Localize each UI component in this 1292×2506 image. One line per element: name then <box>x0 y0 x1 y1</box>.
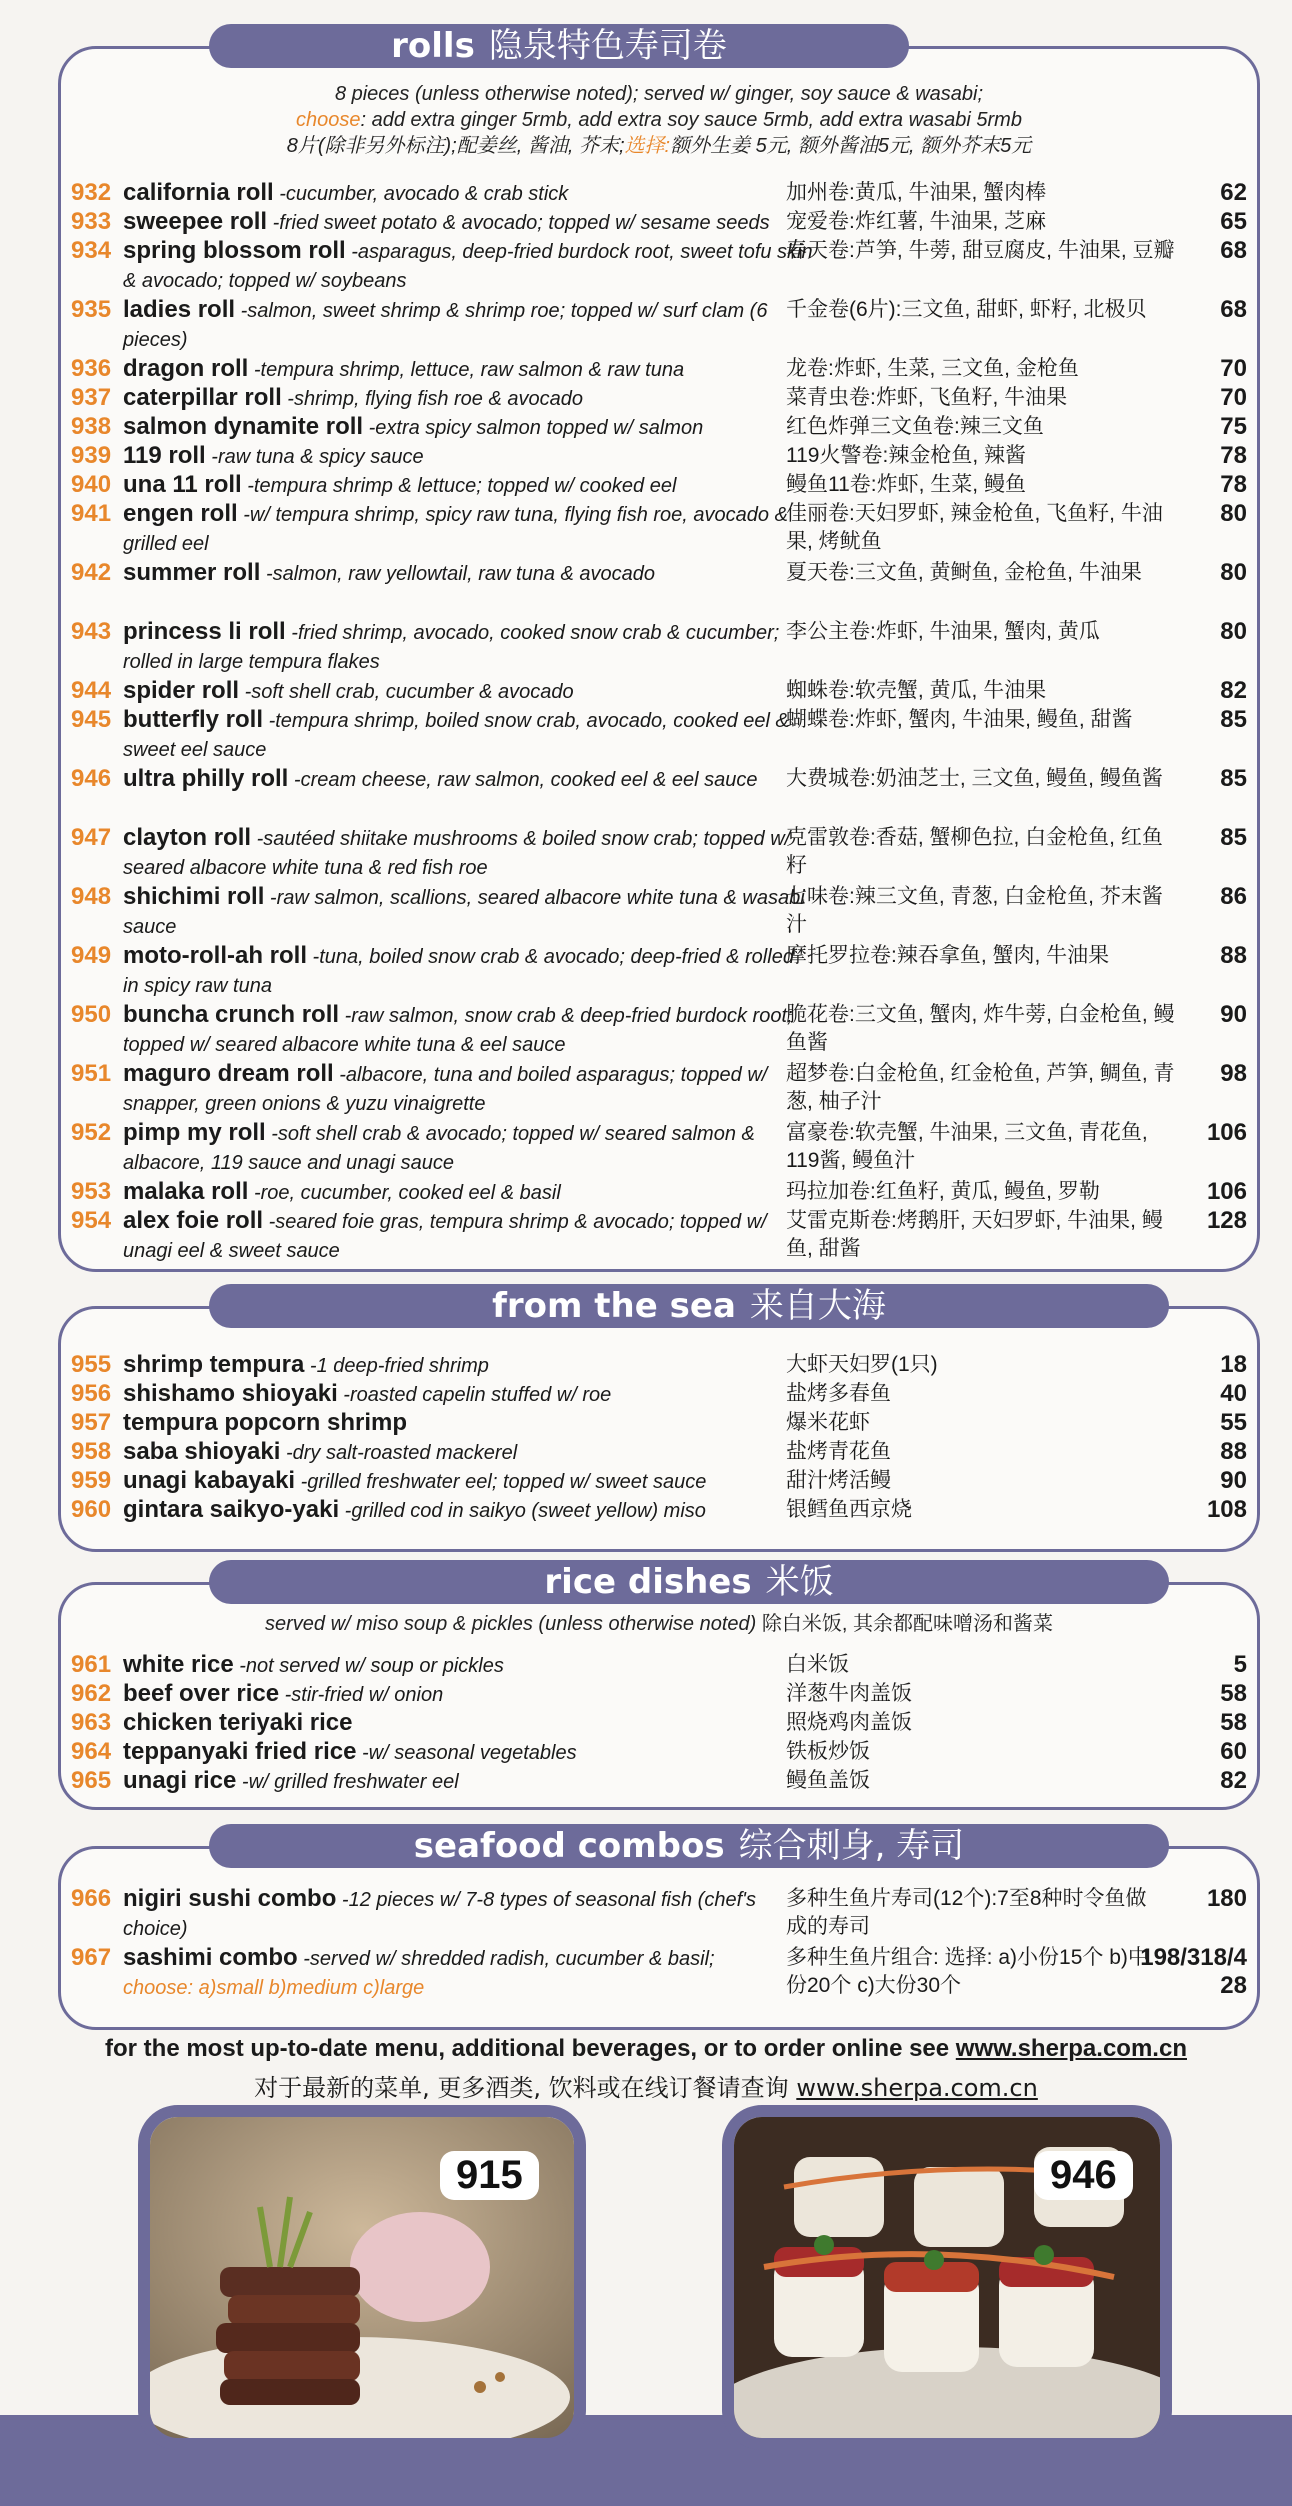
footer-cn <box>0 2068 1292 2103</box>
item-name: white rice <box>123 1651 234 1678</box>
item-name: alex foie roll <box>123 1207 264 1234</box>
note-cn-part2: 额外生姜 5元, 额外酱油5元, 额外芥末5元 <box>670 135 1032 157</box>
item-chinese: 119火警卷:辣金枪鱼, 辣酱 <box>786 444 1026 467</box>
item-number: 949 <box>71 942 112 969</box>
item-name: chicken teriyaki rice <box>123 1709 353 1736</box>
item-desc: -w/ grilled freshwater eel <box>236 1771 459 1793</box>
item-price: 5 <box>1233 1651 1247 1678</box>
item-desc: -roasted capelin stuffed w/ roe <box>337 1384 612 1406</box>
item-desc: -cream cheese, raw salmon, cooked eel & eel sauce <box>288 769 758 791</box>
item-price: 68 <box>1220 237 1247 264</box>
item-chinese: 龙卷:炸虾, 生菜, 三文鱼, 金枪鱼 <box>786 357 1079 380</box>
item-description <box>123 1767 813 1796</box>
item-desc: -asparagus, deep-fried burdock root, sweet tofu skin & avocado; topped w/ soybeans <box>123 241 813 292</box>
item-price: 65 <box>1220 208 1247 235</box>
item-chinese: 蜘蛛卷:软壳蟹, 黄瓜, 牛油果 <box>786 679 1047 702</box>
item-description <box>123 942 813 1000</box>
rice-note-en: served w/ miso soup & pickles (unless otherwise noted) <box>264 1613 757 1635</box>
item-chinese: 大费城卷:奶油芝士, 三文鱼, 鳗鱼, 鳗鱼酱 <box>786 767 1163 790</box>
item-number: 966 <box>71 1885 112 1912</box>
item-description <box>123 355 813 384</box>
item-desc: -not served w/ soup or pickles <box>233 1655 504 1677</box>
item-chinese: 爆米花虾 <box>786 1411 870 1434</box>
item-number: 939 <box>71 442 112 469</box>
sea-section <box>58 1286 1260 1552</box>
item-price: 98 <box>1220 1060 1247 1087</box>
item-description <box>123 1709 813 1738</box>
item-desc: -shrimp, flying fish roe & avocado <box>281 388 583 410</box>
sea-title-cn: 来自大海 <box>749 1286 886 1326</box>
item-price: 198/318/428 <box>1140 1944 1247 1999</box>
item-number: 963 <box>71 1709 112 1736</box>
note-cn-choose: 选择: <box>624 135 671 157</box>
item-price: 106 <box>1206 1119 1247 1146</box>
item-desc: -raw salmon, snow crab & deep-fried burdock root; topped w/ seared albacore white tuna & eel sauce <box>123 1005 793 1056</box>
item-price: 40 <box>1220 1380 1247 1407</box>
item-name: spider roll <box>123 677 240 704</box>
item-desc: -salmon, sweet shrimp & shrimp roe; topped w/ surf clam (6 pieces) <box>123 300 768 351</box>
item-price: 58 <box>1220 1680 1247 1707</box>
item-number: 936 <box>71 355 112 382</box>
item-price: 78 <box>1220 442 1247 469</box>
item-desc: -cucumber, avocado & crab stick <box>273 183 569 205</box>
item-chinese: 鳗鱼盖饭 <box>786 1769 870 1792</box>
item-price: 80 <box>1220 618 1247 645</box>
item-chinese: 佳丽卷:天妇罗虾, 辣金枪鱼, 飞鱼籽, 牛油果, 烤鱿鱼 <box>786 502 1163 553</box>
item-price: 106 <box>1206 1178 1247 1205</box>
item-chinese: 七味卷:辣三文鱼, 青葱, 白金枪鱼, 芥末酱汁 <box>786 885 1163 936</box>
combos-title-en: seafood combos <box>413 1826 725 1866</box>
footer-en <box>0 2035 1292 2063</box>
item-name: dragon roll <box>123 355 249 382</box>
item-chinese: 多种生鱼片寿司(12个):7至8种时令鱼做成的寿司 <box>786 1887 1147 1938</box>
item-desc: -raw tuna & spicy sauce <box>205 446 424 468</box>
item-desc: -sautéed shiitake mushrooms & boiled snow crab; topped w/ seared albacore white tuna & red fish roe <box>123 828 791 879</box>
item-price: 128 <box>1206 1207 1247 1234</box>
item-name: 119 roll <box>123 442 206 469</box>
item-name: malaka roll <box>123 1178 249 1205</box>
item-price: 85 <box>1220 765 1247 792</box>
item-price: 60 <box>1220 1738 1247 1765</box>
item-number: 967 <box>71 1944 112 1971</box>
item-desc: -tempura shrimp & lettuce; topped w/ cooked eel <box>241 475 677 497</box>
item-price: 88 <box>1220 942 1247 969</box>
item-chinese: 盐烤青花鱼 <box>786 1440 891 1463</box>
item-name: sashimi combo <box>123 1944 298 1971</box>
item-desc: -served w/ shredded radish, cucumber & basil; <box>297 1948 715 1970</box>
item-name: ultra philly roll <box>123 765 289 792</box>
item-name: moto-roll-ah roll <box>123 942 307 969</box>
item-name: nigiri sushi combo <box>123 1885 337 1912</box>
item-choose: choose: a)small b)medium c)large <box>123 1977 425 1999</box>
combos-section <box>58 1826 1260 2030</box>
item-number: 962 <box>71 1680 112 1707</box>
item-name: unagi kabayaki <box>123 1467 296 1494</box>
note-cn-part1: 8片(除非另外标注);配姜丝, 酱油, 芥末; <box>286 135 625 157</box>
item-number: 942 <box>71 559 112 586</box>
item-price: 62 <box>1220 179 1247 206</box>
rolls-note-choose-line <box>61 107 1257 133</box>
item-chinese: 多种生鱼片组合: 选择: a)小份15个 b)中份20个 c)大份30个 <box>786 1946 1149 1997</box>
item-chinese: 宠爱卷:炸红薯, 牛油果, 芝麻 <box>786 210 1047 233</box>
item-chinese: 铁板炒饭 <box>786 1740 870 1763</box>
item-number: 940 <box>71 471 112 498</box>
combos-banner <box>209 1824 1169 1868</box>
item-name: princess li roll <box>123 618 286 645</box>
footer-en-link[interactable]: www.sherpa.com.cn <box>955 2035 1187 2062</box>
rice-note <box>61 1611 1257 1637</box>
item-description <box>123 1178 813 1207</box>
item-chinese: 洋葱牛肉盖饭 <box>786 1682 912 1705</box>
item-number: 951 <box>71 1060 112 1087</box>
rolls-note-en: 8 pieces (unless otherwise noted); served w/ ginger, soy sauce & wasabi; <box>334 83 984 105</box>
item-price: 82 <box>1220 677 1247 704</box>
item-number: 950 <box>71 1001 112 1028</box>
item-description <box>123 677 813 706</box>
item-description <box>123 618 813 676</box>
choose-label: choose <box>296 109 361 131</box>
item-name: spring blossom roll <box>123 237 346 264</box>
footer-cn-text: 对于最新的菜单, 更多酒类, 饮料或在线订餐请查询 <box>254 2074 797 2102</box>
combos-title-cn: 综合刺身, 寿司 <box>738 1826 965 1866</box>
item-price: 82 <box>1220 1767 1247 1794</box>
item-price: 80 <box>1220 559 1247 586</box>
footer-cn-link[interactable]: www.sherpa.com.cn <box>796 2074 1038 2102</box>
item-name: saba shioyaki <box>123 1438 281 1465</box>
item-name: sweepee roll <box>123 208 268 235</box>
rice-section <box>58 1562 1260 1810</box>
item-name: buncha crunch roll <box>123 1001 340 1028</box>
item-desc: -tuna, boiled snow crab & avocado; deep-fried & rolled in spicy raw tuna <box>123 946 794 997</box>
item-desc: -grilled cod in saikyo (sweet yellow) miso <box>339 1500 706 1522</box>
item-number: 959 <box>71 1467 112 1494</box>
item-description <box>123 706 813 764</box>
item-description <box>123 1885 813 1943</box>
item-description <box>123 384 813 413</box>
item-number: 945 <box>71 706 112 733</box>
item-number: 958 <box>71 1438 112 1465</box>
item-number: 961 <box>71 1651 112 1678</box>
item-name: clayton roll <box>123 824 252 851</box>
item-number: 934 <box>71 237 112 264</box>
sea-title-en: from the sea <box>492 1286 736 1326</box>
item-number: 948 <box>71 883 112 910</box>
item-name: summer roll <box>123 559 261 586</box>
choose-text: : add extra ginger 5rmb, add extra soy sauce 5rmb, add extra wasabi 5rmb <box>360 109 1022 131</box>
item-description <box>123 1944 813 2002</box>
rice-title-cn: 米饭 <box>765 1562 834 1602</box>
item-description <box>123 1680 813 1709</box>
item-chinese: 盐烤多春鱼 <box>786 1382 891 1405</box>
item-desc: -raw salmon, scallions, seared albacore white tuna & wasabi sauce <box>123 887 805 938</box>
item-name: unagi rice <box>123 1767 237 1794</box>
rolls-note-cn-line <box>61 133 1257 159</box>
rolls-title-cn: 隐泉特色寿司卷 <box>488 26 727 66</box>
item-chinese: 玛拉加卷:红鱼籽, 黄瓜, 鳗鱼, 罗勒 <box>786 1180 1100 1203</box>
item-desc: -albacore, tuna and boiled asparagus; topped w/ snapper, green onions & yuzu vinaigrette <box>123 1064 768 1115</box>
item-number: 956 <box>71 1380 112 1407</box>
item-description <box>123 1438 813 1467</box>
item-description <box>123 824 813 882</box>
item-price: 86 <box>1220 883 1247 910</box>
item-desc: -w/ tempura shrimp, spicy raw tuna, flying fish roe, avocado & grilled eel <box>123 504 788 555</box>
item-description <box>123 1496 813 1525</box>
item-chinese: 李公主卷:炸虾, 牛油果, 蟹肉, 黄瓜 <box>786 620 1100 643</box>
item-number: 937 <box>71 384 112 411</box>
item-price: 80 <box>1220 500 1247 527</box>
item-description <box>123 559 813 588</box>
item-desc: -grilled freshwater eel; topped w/ sweet sauce <box>295 1471 707 1493</box>
rice-title-en: rice dishes <box>544 1562 752 1602</box>
item-chinese: 鳗鱼11卷:炸虾, 生菜, 鳗鱼 <box>786 473 1026 496</box>
item-number: 947 <box>71 824 112 851</box>
item-name: pimp my roll <box>123 1119 266 1146</box>
item-number: 965 <box>71 1767 112 1794</box>
item-number: 964 <box>71 1738 112 1765</box>
item-desc: -tempura shrimp, boiled snow crab, avocado, cooked eel & sweet eel sauce <box>123 710 789 761</box>
item-name: salmon dynamite roll <box>123 413 364 440</box>
photo-badge-946: 946 <box>1034 2151 1133 2200</box>
footer-en-text: for the most up-to-date menu, additional beverages, or to order online see <box>105 2035 956 2062</box>
item-description <box>123 1409 813 1438</box>
item-description <box>123 179 813 208</box>
item-description <box>123 500 813 558</box>
item-description <box>123 413 813 442</box>
item-desc: -12 pieces w/ 7-8 types of seasonal fish (chef's choice) <box>123 1889 756 1940</box>
item-number: 953 <box>71 1178 112 1205</box>
item-price: 18 <box>1220 1351 1247 1378</box>
sea-banner <box>209 1284 1169 1328</box>
item-name: maguro dream roll <box>123 1060 334 1087</box>
item-price: 75 <box>1220 413 1247 440</box>
rolls-note <box>61 81 1257 159</box>
item-price: 70 <box>1220 384 1247 411</box>
item-number: 954 <box>71 1207 112 1234</box>
item-desc: -soft shell crab & avocado; topped w/ seared salmon & albacore, 119 sauce and unagi sauce <box>123 1123 755 1174</box>
item-description <box>123 1351 813 1380</box>
item-price: 90 <box>1220 1001 1247 1028</box>
item-price: 180 <box>1206 1885 1247 1912</box>
item-description <box>123 208 813 237</box>
item-desc: -1 deep-fried shrimp <box>304 1355 489 1377</box>
item-chinese: 脆花卷:三文鱼, 蟹肉, 炸牛蒡, 白金枪鱼, 鳗鱼酱 <box>786 1003 1175 1054</box>
item-price: 90 <box>1220 1467 1247 1494</box>
item-description <box>123 1207 813 1265</box>
item-chinese: 照烧鸡肉盖饭 <box>786 1711 912 1734</box>
item-number: 946 <box>71 765 112 792</box>
item-desc: -soft shell crab, cucumber & avocado <box>239 681 574 703</box>
item-name: tempura popcorn shrimp <box>123 1409 408 1436</box>
item-desc: -extra spicy salmon topped w/ salmon <box>363 417 704 439</box>
item-name: engen roll <box>123 500 238 527</box>
rolls-section <box>58 26 1260 1272</box>
item-name: shishamo shioyaki <box>123 1380 338 1407</box>
item-price: 85 <box>1220 824 1247 851</box>
item-chinese: 菜青虫卷:炸虾, 飞鱼籽, 牛油果 <box>786 386 1068 409</box>
item-desc: -stir-fried w/ onion <box>279 1684 444 1706</box>
item-number: 933 <box>71 208 112 235</box>
item-number: 938 <box>71 413 112 440</box>
item-chinese: 银鳕鱼西京烧 <box>786 1498 912 1521</box>
item-desc: -roe, cucumber, cooked eel & basil <box>248 1182 561 1204</box>
item-description <box>123 1380 813 1409</box>
item-chinese: 克雷敦卷:香菇, 蟹柳色拉, 白金枪鱼, 红鱼籽 <box>786 826 1163 877</box>
item-chinese: 千金卷(6片):三文鱼, 甜虾, 虾籽, 北极贝 <box>786 298 1147 321</box>
item-name: caterpillar roll <box>123 384 282 411</box>
item-description <box>123 237 813 295</box>
item-price: 108 <box>1206 1496 1247 1523</box>
item-description <box>123 765 813 794</box>
item-description <box>123 1651 813 1680</box>
item-number: 941 <box>71 500 112 527</box>
item-desc: -dry salt-roasted mackerel <box>280 1442 518 1464</box>
item-description <box>123 1467 813 1496</box>
item-chinese: 春天卷:芦笋, 牛蒡, 甜豆腐皮, 牛油果, 豆瓣 <box>786 239 1175 262</box>
item-chinese: 加州卷:黄瓜, 牛油果, 蟹肉棒 <box>786 181 1047 204</box>
item-chinese: 甜汁烤活鳗 <box>786 1469 891 1492</box>
rolls-banner <box>209 24 909 68</box>
item-name: una 11 roll <box>123 471 242 498</box>
photo-915 <box>138 2105 586 2450</box>
item-description <box>123 1001 813 1059</box>
item-name: shichimi roll <box>123 883 265 910</box>
item-price: 88 <box>1220 1438 1247 1465</box>
item-name: beef over rice <box>123 1680 280 1707</box>
item-desc: -fried sweet potato & avocado; topped w/ sesame seeds <box>267 212 770 234</box>
item-number: 943 <box>71 618 112 645</box>
item-chinese: 艾雷克斯卷:烤鹅肝, 天妇罗虾, 牛油果, 鳗鱼, 甜酱 <box>786 1209 1163 1260</box>
item-name: shrimp tempura <box>123 1351 305 1378</box>
item-name: california roll <box>123 179 274 206</box>
item-price: 78 <box>1220 471 1247 498</box>
item-name: gintara saikyo-yaki <box>123 1496 340 1523</box>
item-number: 957 <box>71 1409 112 1436</box>
item-price: 70 <box>1220 355 1247 382</box>
item-chinese: 摩托罗拉卷:辣吞拿鱼, 蟹肉, 牛油果 <box>786 944 1110 967</box>
item-description <box>123 442 813 471</box>
item-chinese: 夏天卷:三文鱼, 黄鲥鱼, 金枪鱼, 牛油果 <box>786 561 1142 584</box>
item-description <box>123 1119 813 1177</box>
item-desc: -tempura shrimp, lettuce, raw salmon & raw tuna <box>248 359 685 381</box>
item-price: 55 <box>1220 1409 1247 1436</box>
item-chinese: 白米饭 <box>786 1653 849 1676</box>
item-desc: -salmon, raw yellowtail, raw tuna & avocado <box>260 563 656 585</box>
item-description <box>123 296 813 354</box>
item-chinese: 蝴蝶卷:炸虾, 蟹肉, 牛油果, 鳗鱼, 甜酱 <box>786 708 1133 731</box>
rolls-title-en: rolls <box>391 26 475 66</box>
photo-946 <box>722 2105 1172 2450</box>
item-description <box>123 1738 813 1767</box>
item-number: 944 <box>71 677 112 704</box>
item-number: 955 <box>71 1351 112 1378</box>
item-number: 932 <box>71 179 112 206</box>
item-chinese: 超梦卷:白金枪鱼, 红金枪鱼, 芦笋, 鲷鱼, 青葱, 柚子汁 <box>786 1062 1175 1113</box>
item-desc: -fried shrimp, avocado, cooked snow crab & cucumber; rolled in large tempura flakes <box>123 622 780 673</box>
item-name: teppanyaki fried rice <box>123 1738 357 1765</box>
rice-note-cn: 除白米饭, 其余都配味噌汤和酱菜 <box>761 1613 1053 1635</box>
item-desc: -seared foie gras, tempura shrimp & avocado; topped w/ unagi eel & sweet sauce <box>123 1211 767 1262</box>
item-number: 960 <box>71 1496 112 1523</box>
item-description <box>123 883 813 941</box>
photo-badge-915: 915 <box>440 2151 539 2200</box>
item-number: 952 <box>71 1119 112 1146</box>
item-description <box>123 1060 813 1118</box>
item-price: 85 <box>1220 706 1247 733</box>
item-chinese: 红色炸弹三文鱼卷:辣三文鱼 <box>786 415 1044 438</box>
item-desc: -w/ seasonal vegetables <box>356 1742 577 1764</box>
item-name: butterfly roll <box>123 706 264 733</box>
item-chinese: 富豪卷:软壳蟹, 牛油果, 三文鱼, 青花鱼, 119酱, 鳗鱼汁 <box>786 1121 1148 1172</box>
item-number: 935 <box>71 296 112 323</box>
item-price: 68 <box>1220 296 1247 323</box>
item-chinese: 大虾天妇罗(1只) <box>786 1353 938 1376</box>
item-description <box>123 471 813 500</box>
item-price: 58 <box>1220 1709 1247 1736</box>
rice-banner <box>209 1560 1169 1604</box>
item-name: ladies roll <box>123 296 236 323</box>
